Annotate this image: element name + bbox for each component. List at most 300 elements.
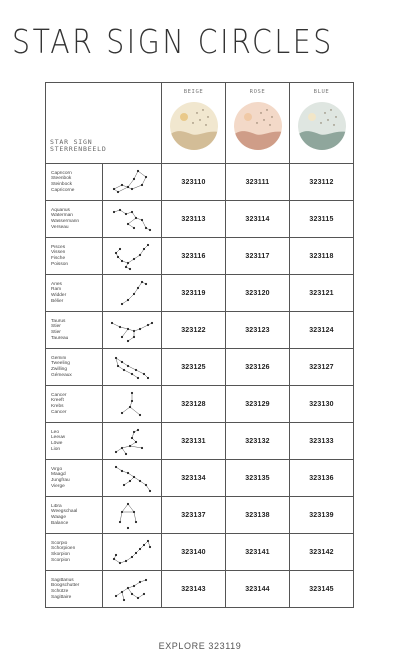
rose-circle-image bbox=[233, 101, 283, 151]
sign-name: Vierge bbox=[51, 483, 65, 489]
constellation-star bbox=[147, 540, 149, 542]
libra-constellation-icon bbox=[108, 500, 156, 530]
constellation-star bbox=[127, 503, 129, 505]
constellation-star bbox=[145, 484, 147, 486]
constellation-star bbox=[149, 546, 151, 548]
constellation-star bbox=[133, 178, 135, 180]
constellation-star bbox=[133, 330, 135, 332]
constellation-star bbox=[131, 188, 133, 190]
circle-star bbox=[196, 112, 197, 113]
constellation-star bbox=[141, 184, 143, 186]
star-sign-header bbox=[46, 83, 162, 164]
sign-name: Maagd bbox=[51, 472, 66, 478]
product-code-blue[interactable]: 323139 bbox=[290, 497, 354, 534]
constellation-star bbox=[125, 213, 127, 215]
circle-star bbox=[269, 124, 270, 125]
constellation-cell bbox=[103, 312, 162, 349]
constellation-star bbox=[143, 248, 145, 250]
sign-name: Vissen bbox=[51, 250, 66, 256]
constellation-star bbox=[143, 373, 145, 375]
star-sign-label: STAR SIGN bbox=[50, 138, 93, 146]
sign-name: Schorpioen bbox=[51, 546, 76, 552]
constellation-star bbox=[115, 466, 117, 468]
sign-name: Fische bbox=[51, 256, 66, 261]
product-code-beige[interactable]: 323116 bbox=[162, 238, 226, 275]
circle-star bbox=[260, 112, 261, 113]
sign-name: Sagittarius bbox=[51, 577, 74, 583]
sign-names-cell bbox=[46, 238, 103, 275]
sign-row bbox=[46, 571, 354, 608]
scorpio-constellation-icon bbox=[108, 537, 156, 567]
product-code-blue[interactable]: 323145 bbox=[290, 571, 354, 608]
product-code-blue[interactable]: 323124 bbox=[290, 312, 354, 349]
constellation-star bbox=[129, 406, 131, 408]
product-code-beige[interactable]: 323119 bbox=[162, 275, 226, 312]
sign-name: Aries bbox=[51, 281, 62, 287]
sign-name: Leo bbox=[51, 429, 60, 435]
blue-circle-image bbox=[297, 101, 347, 151]
sign-names-cell bbox=[46, 534, 103, 571]
constellation-star bbox=[127, 340, 129, 342]
constellation-line bbox=[138, 171, 146, 177]
capricorn-constellation-icon bbox=[108, 167, 156, 197]
constellation-cell bbox=[103, 164, 162, 201]
constellation-star bbox=[131, 437, 133, 439]
constellation-line bbox=[142, 177, 146, 185]
sterrenbeeld-label: STERRENBEELD bbox=[50, 145, 107, 153]
constellation-star bbox=[127, 587, 129, 589]
product-code-beige[interactable]: 323128 bbox=[162, 386, 226, 423]
product-code-rose[interactable]: 323123 bbox=[226, 312, 290, 349]
sign-row bbox=[46, 386, 354, 423]
constellation-star bbox=[121, 184, 123, 186]
constellation-star bbox=[127, 299, 129, 301]
sign-names-cell bbox=[46, 201, 103, 238]
constellation-star bbox=[137, 377, 139, 379]
product-code-beige[interactable]: 323140 bbox=[162, 534, 226, 571]
constellation-line bbox=[128, 294, 134, 300]
constellation-star bbox=[133, 476, 135, 478]
sign-name: Capricorn bbox=[51, 170, 72, 176]
constellation-star bbox=[145, 227, 147, 229]
constellation-cell bbox=[103, 386, 162, 423]
constellation-star bbox=[131, 556, 133, 558]
constellation-star bbox=[121, 511, 123, 513]
circle-star bbox=[256, 122, 257, 123]
constellation-star bbox=[127, 186, 129, 188]
sign-name: Ram bbox=[51, 287, 62, 293]
constellation-star bbox=[151, 322, 153, 324]
sign-name: Gemini bbox=[51, 355, 67, 361]
product-code-blue[interactable]: 323121 bbox=[290, 275, 354, 312]
aquarius-constellation-icon bbox=[108, 204, 156, 234]
sign-names-cell bbox=[46, 571, 103, 608]
product-code-blue[interactable]: 323133 bbox=[290, 423, 354, 460]
constellation-star bbox=[127, 223, 129, 225]
circle-star bbox=[199, 119, 200, 120]
constellation-line bbox=[114, 185, 122, 189]
sign-name: Scorpio bbox=[51, 540, 68, 546]
sign-name: Steinbock bbox=[51, 182, 73, 187]
sign-name: Waterman bbox=[51, 213, 73, 219]
constellation-star bbox=[133, 293, 135, 295]
variant-label: ROSE bbox=[249, 89, 266, 95]
product-code-rose[interactable]: 323111 bbox=[226, 164, 290, 201]
sign-names-cell bbox=[46, 312, 103, 349]
sign-name: Tweeling bbox=[51, 361, 70, 367]
sign-name: Gémeaux bbox=[51, 372, 72, 378]
circle-star bbox=[320, 122, 321, 123]
constellation-line bbox=[120, 327, 128, 329]
constellation-star bbox=[147, 324, 149, 326]
sign-name: Boogschutter bbox=[51, 583, 80, 589]
product-code-rose[interactable]: 323141 bbox=[226, 534, 290, 571]
sign-names-cell bbox=[46, 497, 103, 534]
variant-label: BLUE bbox=[313, 89, 330, 95]
constellation-cell bbox=[103, 534, 162, 571]
product-code-blue[interactable]: 323127 bbox=[290, 349, 354, 386]
constellation-line bbox=[112, 323, 120, 327]
constellation-star bbox=[139, 414, 141, 416]
product-code-rose[interactable]: 323126 bbox=[226, 349, 290, 386]
constellation-star bbox=[127, 262, 129, 264]
sign-name: Virgo bbox=[51, 466, 63, 472]
sign-row bbox=[46, 238, 354, 275]
constellation-star bbox=[121, 447, 123, 449]
product-code-beige[interactable]: 323134 bbox=[162, 460, 226, 497]
pisces-constellation-icon bbox=[108, 241, 156, 271]
beige-circle-image bbox=[169, 101, 219, 151]
sign-names-cell bbox=[46, 349, 103, 386]
product-code-rose[interactable]: 323117 bbox=[226, 238, 290, 275]
circle-star bbox=[192, 122, 193, 123]
variant-label: BEIGE bbox=[183, 89, 204, 95]
sign-name: Schütze bbox=[51, 589, 69, 594]
sign-name: Poisson bbox=[51, 261, 69, 267]
constellation-line bbox=[134, 171, 138, 179]
sign-name: Steenbok bbox=[51, 176, 72, 182]
sign-row bbox=[46, 275, 354, 312]
circle-star bbox=[324, 112, 325, 113]
constellation-line bbox=[122, 504, 128, 512]
constellation-star bbox=[139, 328, 141, 330]
product-code-beige[interactable]: 323143 bbox=[162, 571, 226, 608]
constellation-star bbox=[133, 336, 135, 338]
constellation-line bbox=[122, 329, 128, 337]
sign-name: Stier bbox=[51, 324, 61, 330]
sign-name: Lion bbox=[51, 446, 61, 452]
constellation-line bbox=[136, 370, 144, 374]
sign-name: Krebs bbox=[51, 404, 64, 409]
constellation-star bbox=[131, 211, 133, 213]
constellation-star bbox=[129, 268, 131, 270]
sign-name: Sagittaire bbox=[51, 594, 72, 600]
product-code-rose[interactable]: 323138 bbox=[226, 497, 290, 534]
constellation-line bbox=[118, 187, 128, 192]
sign-name: Kreeft bbox=[51, 398, 64, 404]
product-code-rose[interactable]: 323120 bbox=[226, 275, 290, 312]
sign-name: Taurus bbox=[51, 318, 66, 324]
constellation-star bbox=[139, 581, 141, 583]
constellation-star bbox=[137, 287, 139, 289]
constellation-star bbox=[135, 521, 137, 523]
constellation-line bbox=[142, 220, 146, 228]
constellation-line bbox=[124, 370, 132, 374]
gemini-constellation-icon bbox=[108, 352, 156, 382]
constellation-star bbox=[133, 227, 135, 229]
constellation-star bbox=[131, 593, 133, 595]
circle-star bbox=[330, 109, 331, 110]
constellation-cell bbox=[103, 571, 162, 608]
constellation-star bbox=[139, 254, 141, 256]
constellation-line bbox=[134, 512, 136, 522]
product-code-blue[interactable]: 323118 bbox=[290, 238, 354, 275]
sign-name: Cancer bbox=[51, 409, 67, 415]
variant-header-beige bbox=[162, 83, 226, 164]
product-code-blue[interactable]: 323112 bbox=[290, 164, 354, 201]
constellation-star bbox=[135, 441, 137, 443]
constellation-cell bbox=[103, 460, 162, 497]
constellation-star bbox=[139, 480, 141, 482]
constellation-star bbox=[141, 219, 143, 221]
sign-name: Taureau bbox=[51, 335, 69, 341]
constellation-star bbox=[119, 521, 121, 523]
star-sign-table bbox=[45, 82, 354, 608]
sign-name: Wassermann bbox=[51, 219, 80, 224]
sign-names-cell bbox=[46, 386, 103, 423]
constellation-star bbox=[133, 431, 135, 433]
sign-name: Widder bbox=[51, 293, 67, 298]
constellation-star bbox=[111, 322, 113, 324]
sign-names-cell bbox=[46, 460, 103, 497]
constellation-star bbox=[115, 357, 117, 359]
leo-constellation-icon bbox=[108, 426, 156, 456]
sign-name: Cancer bbox=[51, 392, 67, 398]
page-title: STAR SIGN CIRCLES bbox=[12, 22, 334, 61]
sign-name: Libra bbox=[51, 503, 62, 509]
sign-row bbox=[46, 423, 354, 460]
constellation-star bbox=[135, 369, 137, 371]
product-code-blue[interactable]: 323130 bbox=[290, 386, 354, 423]
sign-row bbox=[46, 497, 354, 534]
constellation-star bbox=[121, 336, 123, 338]
constellation-star bbox=[117, 365, 119, 367]
constellation-line bbox=[122, 446, 130, 448]
constellation-star bbox=[119, 562, 121, 564]
constellation-star bbox=[113, 188, 115, 190]
constellation-star bbox=[145, 283, 147, 285]
constellation-star bbox=[125, 266, 127, 268]
circle-star bbox=[207, 116, 208, 117]
constellation-star bbox=[147, 377, 149, 379]
constellation-star bbox=[143, 593, 145, 595]
sign-name: Zwilling bbox=[51, 367, 67, 372]
product-code-beige[interactable]: 323137 bbox=[162, 497, 226, 534]
sign-name: Weegschaal bbox=[51, 509, 78, 515]
sign-name: Pisces bbox=[51, 244, 66, 250]
constellation-star bbox=[121, 470, 123, 472]
moon-icon bbox=[308, 113, 316, 121]
circle-star bbox=[205, 124, 206, 125]
constellation-star bbox=[123, 484, 125, 486]
explore-link[interactable]: EXPLORE 323119 bbox=[158, 641, 242, 651]
constellation-star bbox=[141, 447, 143, 449]
product-code-beige[interactable]: 323113 bbox=[162, 201, 226, 238]
product-code-blue[interactable]: 323136 bbox=[290, 460, 354, 497]
constellation-line bbox=[130, 446, 142, 448]
circle-star bbox=[263, 119, 264, 120]
product-code-blue[interactable]: 323142 bbox=[290, 534, 354, 571]
sign-name: Scorpion bbox=[51, 557, 70, 563]
constellation-star bbox=[127, 365, 129, 367]
constellation-star bbox=[123, 369, 125, 371]
sign-name: Verseau bbox=[51, 224, 69, 230]
cancer-constellation-icon bbox=[108, 389, 156, 419]
constellation-star bbox=[145, 579, 147, 581]
constellation-star bbox=[115, 554, 117, 556]
constellation-star bbox=[129, 480, 131, 482]
product-code-blue[interactable]: 323115 bbox=[290, 201, 354, 238]
constellation-star bbox=[125, 453, 127, 455]
constellation-star bbox=[135, 217, 137, 219]
circle-star bbox=[202, 109, 203, 110]
constellation-star bbox=[123, 599, 125, 601]
sign-name: Aquarius bbox=[51, 207, 70, 213]
constellation-star bbox=[131, 400, 133, 402]
constellation-star bbox=[115, 252, 117, 254]
constellation-line bbox=[128, 366, 136, 370]
constellation-line bbox=[140, 325, 148, 329]
sign-row bbox=[46, 534, 354, 571]
sign-name: Balance bbox=[51, 520, 69, 526]
constellation-star bbox=[137, 597, 139, 599]
sign-row bbox=[46, 164, 354, 201]
constellation-star bbox=[131, 392, 133, 394]
variant-header-blue bbox=[290, 83, 354, 164]
constellation-cell bbox=[103, 349, 162, 386]
constellation-star bbox=[125, 560, 127, 562]
constellation-star bbox=[119, 209, 121, 211]
constellation-cell bbox=[103, 497, 162, 534]
sign-name: Löwe bbox=[51, 441, 63, 446]
constellation-star bbox=[133, 258, 135, 260]
constellation-star bbox=[117, 256, 119, 258]
constellation-star bbox=[135, 552, 137, 554]
header-row bbox=[46, 83, 354, 164]
moon-icon bbox=[180, 113, 188, 121]
aries-constellation-icon bbox=[108, 278, 156, 308]
sign-name: Capricorne bbox=[51, 187, 75, 193]
sign-name: Jungfrau bbox=[51, 478, 70, 483]
constellation-star bbox=[147, 244, 149, 246]
constellation-star bbox=[141, 281, 143, 283]
taurus-constellation-icon bbox=[108, 315, 156, 345]
constellation-star bbox=[121, 260, 123, 262]
variant-header-rose bbox=[226, 83, 290, 164]
constellation-star bbox=[127, 328, 129, 330]
constellation-star bbox=[127, 527, 129, 529]
constellation-line bbox=[128, 504, 134, 512]
product-code-beige[interactable]: 323131 bbox=[162, 423, 226, 460]
sagittarius-constellation-icon bbox=[108, 574, 156, 604]
constellation-star bbox=[119, 248, 121, 250]
constellation-star bbox=[115, 451, 117, 453]
constellation-star bbox=[127, 472, 129, 474]
product-code-rose[interactable]: 323132 bbox=[226, 423, 290, 460]
circle-star bbox=[335, 116, 336, 117]
constellation-line bbox=[132, 185, 142, 189]
constellation-star bbox=[149, 490, 151, 492]
sign-row bbox=[46, 312, 354, 349]
constellation-star bbox=[121, 361, 123, 363]
product-code-beige[interactable]: 323125 bbox=[162, 349, 226, 386]
constellation-star bbox=[113, 558, 115, 560]
product-code-beige[interactable]: 323122 bbox=[162, 312, 226, 349]
sign-name: Skorpion bbox=[51, 552, 70, 557]
sign-name: Waage bbox=[51, 515, 67, 520]
constellation-cell bbox=[103, 423, 162, 460]
constellation-cell bbox=[103, 238, 162, 275]
circle-star bbox=[266, 109, 267, 110]
sign-names-cell bbox=[46, 164, 103, 201]
constellation-star bbox=[119, 326, 121, 328]
constellation-star bbox=[139, 548, 141, 550]
sign-row bbox=[46, 201, 354, 238]
constellation-line bbox=[128, 179, 134, 187]
constellation-star bbox=[143, 544, 145, 546]
constellation-star bbox=[117, 191, 119, 193]
circle-star bbox=[333, 124, 334, 125]
constellation-line bbox=[122, 592, 124, 600]
moon-icon bbox=[244, 113, 252, 121]
virgo-constellation-icon bbox=[108, 463, 156, 493]
product-code-rose[interactable]: 323114 bbox=[226, 201, 290, 238]
constellation-line bbox=[130, 407, 140, 415]
constellation-star bbox=[121, 412, 123, 414]
sign-names-cell bbox=[46, 423, 103, 460]
constellation-star bbox=[133, 511, 135, 513]
sign-name: Leeuw bbox=[51, 435, 66, 441]
constellation-line bbox=[120, 512, 122, 522]
sign-row bbox=[46, 349, 354, 386]
product-code-beige[interactable]: 323110 bbox=[162, 164, 226, 201]
sign-name: Bélier bbox=[51, 298, 64, 304]
product-code-rose[interactable]: 323135 bbox=[226, 460, 290, 497]
constellation-line bbox=[128, 218, 136, 224]
product-code-rose[interactable]: 323144 bbox=[226, 571, 290, 608]
constellation-star bbox=[113, 211, 115, 213]
constellation-star bbox=[149, 229, 151, 231]
constellation-star bbox=[121, 303, 123, 305]
constellation-cell bbox=[103, 275, 162, 312]
sign-row bbox=[46, 460, 354, 497]
sign-name: Stier bbox=[51, 330, 61, 335]
constellation-star bbox=[115, 595, 117, 597]
product-code-rose[interactable]: 323129 bbox=[226, 386, 290, 423]
constellation-star bbox=[137, 429, 139, 431]
constellation-star bbox=[137, 170, 139, 172]
circle-star bbox=[327, 119, 328, 120]
constellation-star bbox=[131, 373, 133, 375]
constellation-star bbox=[145, 176, 147, 178]
constellation-star bbox=[133, 585, 135, 587]
constellation-cell bbox=[103, 201, 162, 238]
constellation-star bbox=[121, 591, 123, 593]
constellation-star bbox=[129, 445, 131, 447]
circle-star bbox=[271, 116, 272, 117]
sign-names-cell bbox=[46, 275, 103, 312]
constellation-line bbox=[122, 407, 130, 413]
